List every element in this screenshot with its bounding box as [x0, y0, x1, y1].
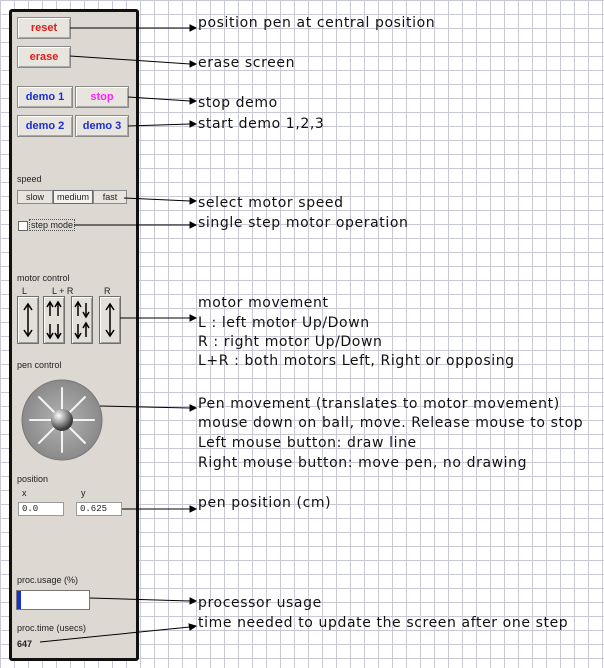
step-mode-label[interactable]: step mode: [31, 220, 74, 230]
demo-2-button[interactable]: demo 2: [17, 115, 73, 137]
annotation-step: single step motor operation: [198, 215, 409, 231]
speed-label: speed: [17, 174, 42, 184]
annotation-stop: stop demo: [198, 95, 278, 111]
position-label: position: [17, 474, 49, 484]
annotation-reset: position pen at central position: [198, 15, 436, 31]
annotation-speed: select motor speed: [198, 195, 344, 211]
demo-1-button[interactable]: demo 1: [17, 86, 73, 108]
annotation-motor-left: L : left motor Up/Down: [198, 315, 370, 331]
annotation-erase: erase screen: [198, 55, 296, 71]
annotation-pen-left: Left mouse button: draw line: [198, 435, 417, 451]
demo-3-button[interactable]: demo 3: [75, 115, 129, 137]
stop-button[interactable]: stop: [75, 86, 129, 108]
proc-time-label: proc.time (usecs): [17, 623, 87, 633]
annotation-pen-title: Pen movement (translates to motor movement): [198, 396, 560, 412]
annotation-usage: processor usage: [198, 595, 322, 611]
motor-control-label: motor control: [17, 273, 70, 283]
pen-control-label: pen control: [17, 360, 62, 370]
position-x-field: 0.0: [18, 502, 64, 516]
annotation-pen-mouse: mouse down on ball, move. Release mouse to stop: [198, 415, 584, 431]
position-x-label: x: [22, 488, 27, 498]
annotation-position: pen position (cm): [198, 495, 332, 511]
position-y-field: 0.625: [76, 502, 122, 516]
speed-option-fast[interactable]: fast: [93, 190, 127, 204]
motor-column-right-label: R: [104, 286, 111, 296]
annotation-motor-right: R : right motor Up/Down: [198, 334, 383, 350]
erase-button[interactable]: erase: [17, 46, 71, 68]
annotation-time: time needed to update the screen after one step: [198, 615, 569, 631]
annotation-motor-both: L+R : both motors Left, Right or opposing: [198, 353, 515, 369]
proc-time-value: 647: [17, 639, 33, 649]
annotation-pen-right: Right mouse button: move pen, no drawing: [198, 455, 528, 471]
motor-column-left-label: L: [22, 286, 28, 296]
annotation-motor-title: motor movement: [198, 295, 329, 311]
reset-button[interactable]: reset: [17, 17, 71, 39]
speed-option-medium[interactable]: medium: [53, 190, 93, 204]
annotation-start: start demo 1,2,3: [198, 116, 325, 132]
speed-option-slow[interactable]: slow: [17, 190, 53, 204]
proc-usage-label: proc.usage (%): [17, 575, 79, 585]
motor-column-both-label: L + R: [52, 286, 74, 296]
position-y-label: y: [81, 488, 86, 498]
